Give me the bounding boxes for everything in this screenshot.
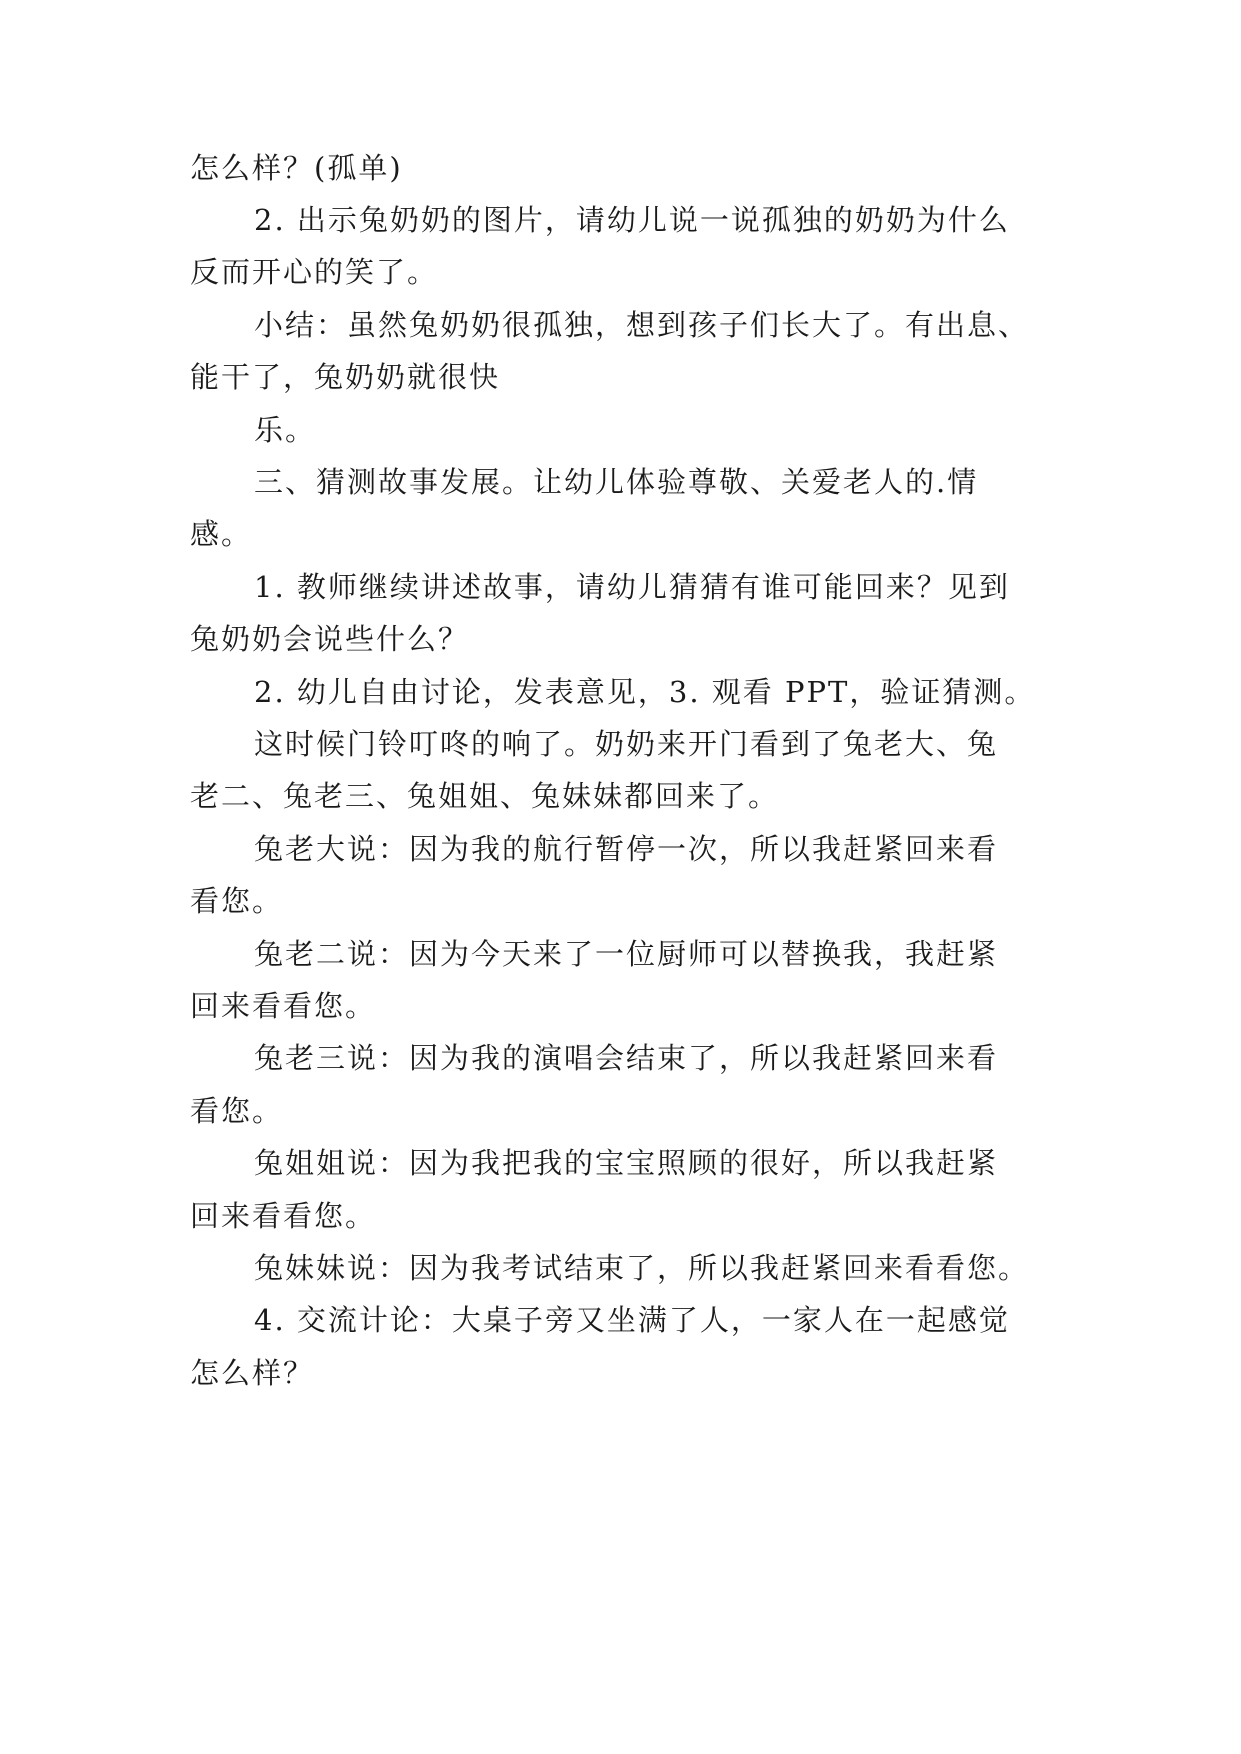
text-line: 看您。: [190, 1094, 284, 1128]
text-line: 能干了，兔奶奶就很快: [190, 360, 501, 394]
text-line: 乐。: [254, 413, 317, 447]
text-line: 反而开心的笑了。: [190, 255, 439, 289]
text-line: 4. 交流计论：大桌子旁又坐满了人，一家人在一起感觉: [254, 1303, 1010, 1337]
text-line: 兔老三说：因为我的演唱会结束了，所以我赶紧回来看: [254, 1041, 999, 1075]
text-line: 兔姐姐说：因为我把我的宝宝照顾的很好，所以我赶紧: [254, 1146, 999, 1180]
text-line: 这时候门铃叮咚的响了。奶奶来开门看到了兔老大、兔: [254, 727, 999, 761]
text-line: 回来看看您。: [190, 1199, 377, 1233]
text-line: 老二、兔老三、兔姐姐、兔妹妹都回来了。: [190, 779, 780, 813]
text-line: 怎么样？: [190, 1356, 315, 1390]
text-line: 2. 幼儿自由讨论，发表意见，3. 观看 PPT，验证猜测。: [254, 675, 1036, 709]
text-line: 看您。: [190, 884, 284, 918]
text-line: 小结：虽然兔奶奶很孤独，想到孩子们长大了。有出息、: [254, 308, 1030, 342]
text-line: 三、猜测故事发展。让幼儿体验尊敬、关爱老人的.情: [254, 465, 979, 499]
text-line: 兔奶奶会说些什么？: [190, 622, 470, 656]
text-line: 感。: [190, 517, 253, 551]
text-line: 1. 教师继续讲述故事，请幼儿猜猜有谁可能回来？见到: [254, 570, 1010, 604]
text-line: 回来看看您。: [190, 989, 377, 1023]
text-line: 兔老大说：因为我的航行暂停一次，所以我赶紧回来看: [254, 832, 999, 866]
text-line: 兔老二说：因为今天来了一位厨师可以替换我，我赶紧: [254, 937, 999, 971]
text-line: 怎么样？(孤单): [190, 151, 403, 185]
text-line: 2. 出示兔奶奶的图片，请幼儿说一说孤独的奶奶为什么: [254, 203, 1010, 237]
text-line: 兔妹妹说：因为我考试结束了，所以我赶紧回来看看您。: [254, 1251, 1030, 1285]
